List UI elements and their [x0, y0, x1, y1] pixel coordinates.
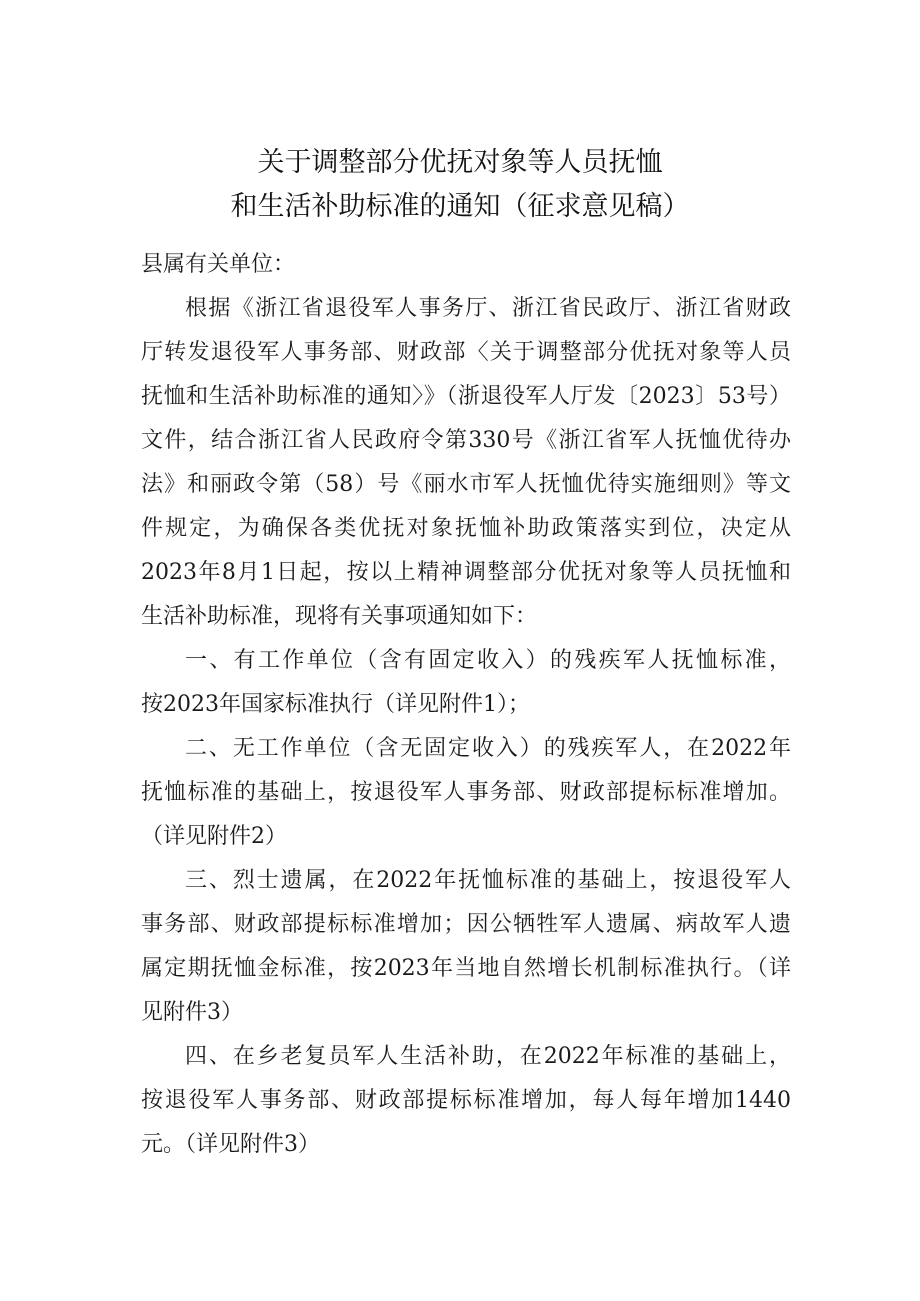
item-3-line-3: 属定期抚恤金标准，按2023年当地自然增长机制标准执行。（详 [141, 956, 791, 981]
item-2-line-3: （详见附件2） [141, 824, 287, 849]
item-3-line-4: 见附件3） [141, 1000, 243, 1025]
item-3-line-2: 事务部、财政部提标标准增加；因公牺牲军人遗属、病故军人遗 [141, 912, 791, 937]
paragraph-intro-line-7: 2023年8月1日起，按以上精神调整部分优抚对象等人员抚恤和 [141, 560, 791, 585]
document-title-line-2: 和生活补助标准的通知（征求意见稿） [230, 191, 690, 222]
item-3-line-1: 三、烈士遗属，在2022年抚恤标准的基础上，按退役军人 [185, 868, 791, 893]
item-2-line-2: 抚恤标准的基础上，按退役军人事务部、财政部提标标准增加。 [141, 780, 791, 805]
item-2-line-1: 二、无工作单位（含无固定收入）的残疾军人，在2022年 [185, 736, 791, 761]
salutation: 县属有关单位： [141, 252, 296, 277]
paragraph-intro-line-8: 生活补助标准，现将有关事项通知如下： [141, 604, 538, 629]
item-4-line-3: 元。（详见附件3） [141, 1132, 320, 1157]
item-4-line-1: 四、在乡老复员军人生活补助，在2022年标准的基础上， [185, 1044, 791, 1069]
item-1-line-1: 一、有工作单位（含有固定收入）的残疾军人抚恤标准， [185, 648, 791, 673]
paragraph-intro-line-4: 文件，结合浙江省人民政府令第330号《浙江省军人抚恤优待办 [141, 428, 791, 453]
item-1-line-2: 按2023年国家标准执行（详见附件1）； [141, 692, 530, 717]
paragraph-intro-line-6: 件规定，为确保各类优抚对象抚恤补助政策落实到位，决定从 [141, 516, 791, 541]
paragraph-intro-line-1: 根据《浙江省退役军人事务厅、浙江省民政厅、浙江省财政 [185, 296, 791, 321]
document-title-line-1: 关于调整部分优抚对象等人员抚恤 [257, 147, 663, 178]
item-4-line-2: 按退役军人事务部、财政部提标标准增加，每人每年增加1440 [141, 1088, 791, 1113]
paragraph-intro-line-3: 抚恤和生活补助标准的通知〉》（浙退役军人厅发〔2023〕53号） [141, 384, 791, 409]
paragraph-intro-line-2: 厅转发退役军人事务部、财政部〈关于调整部分优抚对象等人员 [141, 340, 791, 365]
paragraph-intro-line-5: 法》和丽政令第（58）号《丽水市军人抚恤优待实施细则》等文 [141, 472, 791, 497]
